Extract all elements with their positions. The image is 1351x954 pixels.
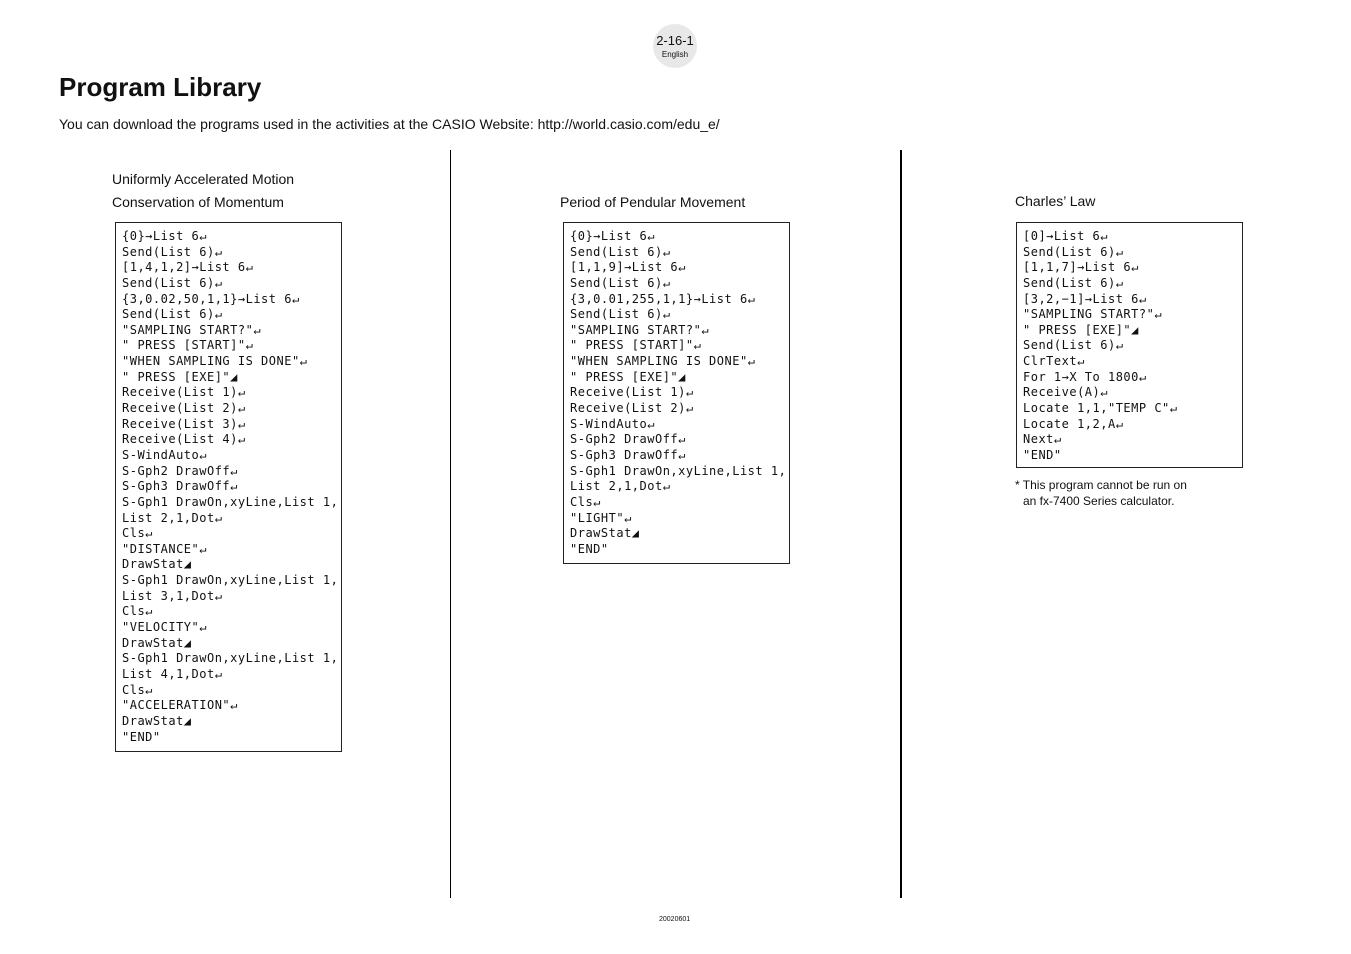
code-line: "ACCELERATION"↵	[122, 698, 238, 713]
page-number: 2-16-1	[656, 33, 694, 48]
code-line: Receive(List 2)↵	[122, 401, 246, 416]
code-line: {0}→List 6↵	[122, 229, 207, 243]
intro-text: You can download the programs used in the activities at the CASIO Website: http://world.casio.com/edu_e/	[59, 116, 720, 132]
language-label: English	[661, 50, 689, 59]
code-line: " PRESS [EXE]"◢	[122, 369, 238, 384]
program-code-box-1	[115, 222, 342, 752]
code-line: " PRESS [EXE]"◢	[570, 369, 686, 384]
code-line: Send(List 6)↵	[122, 244, 223, 259]
code-line: Send(List 6)↵	[570, 244, 671, 259]
code-line: Next↵	[1023, 432, 1062, 447]
code-line: "WHEN SAMPLING IS DONE"↵	[122, 354, 308, 369]
code-line: [1,4,1,2]→List 6↵	[122, 260, 254, 275]
code-line: Receive(A)↵	[1023, 385, 1108, 400]
code-line: DrawStat◢	[570, 526, 640, 541]
code-line: Send(List 6)↵	[570, 275, 671, 290]
code-line: Send(List 6)↵	[122, 275, 223, 290]
code-line: Cls↵	[570, 494, 601, 509]
code-line: " PRESS [EXE]"◢	[1023, 322, 1139, 337]
column-divider-1	[450, 150, 451, 898]
code-line: [0]→List 6↵	[1023, 229, 1108, 243]
code-line: S-Gph2 DrawOff↵	[122, 463, 238, 478]
page-title: Program Library	[59, 72, 262, 102]
code-line: Receive(List 2)↵	[570, 401, 694, 416]
code-line: "END"	[122, 729, 161, 744]
code-line: "SAMPLING START?"↵	[570, 322, 710, 337]
code-line: Receive(List 1)↵	[570, 385, 694, 400]
heading-uniformly-accelerated-motion: Uniformly Accelerated Motion	[112, 171, 295, 187]
code-line: Receive(List 3)↵	[122, 416, 246, 431]
footer-code: 20020601	[659, 916, 691, 923]
code-line: Send(List 6)↵	[570, 307, 671, 322]
code-line: DrawStat◢	[122, 557, 192, 572]
code-line: "SAMPLING START?"↵	[122, 322, 262, 337]
note-line-1: * This program cannot be run on	[1015, 478, 1187, 492]
code-line: List 3,1,Dot↵	[122, 588, 223, 603]
code-line: Cls↵	[122, 604, 153, 619]
column-1-headings	[112, 168, 294, 214]
code-line: {0}→List 6↵	[570, 229, 655, 243]
program-code-box-2	[563, 222, 790, 564]
page-number-badge	[653, 24, 697, 68]
column-divider-2	[900, 150, 902, 898]
code-line: DrawStat◢	[122, 635, 192, 650]
code-line: Receive(List 1)↵	[122, 385, 246, 400]
code-line: Cls↵	[122, 682, 153, 697]
program-code-box-3	[1016, 222, 1243, 468]
code-line: S-WindAuto↵	[570, 416, 655, 431]
code-line: "VELOCITY"↵	[122, 620, 207, 635]
code-line: Locate 1,1,"TEMP C"↵	[1023, 401, 1178, 416]
code-line: Send(List 6)↵	[1023, 275, 1124, 290]
code-line: {3,0.01,255,1,1}→List 6↵	[570, 291, 756, 306]
code-line: List 4,1,Dot↵	[122, 666, 223, 681]
compatibility-note	[1015, 477, 1215, 509]
code-line: Cls↵	[122, 526, 153, 541]
code-line: {3,0.02,50,1,1}→List 6↵	[122, 291, 300, 306]
code-line: " PRESS [START]"↵	[122, 338, 254, 353]
code-line: "DISTANCE"↵	[122, 541, 207, 556]
code-line: S-Gph1 DrawOn,xyLine,List 1,	[570, 463, 787, 478]
code-line: S-Gph1 DrawOn,xyLine,List 1,	[122, 494, 339, 509]
code-line: S-Gph1 DrawOn,xyLine,List 1,	[122, 573, 339, 588]
code-line: Receive(List 4)↵	[122, 432, 246, 447]
code-line: [1,1,7]→List 6↵	[1023, 260, 1139, 275]
code-line: S-Gph2 DrawOff↵	[570, 432, 686, 447]
code-line: "WHEN SAMPLING IS DONE"↵	[570, 354, 756, 369]
heading-conservation-of-momentum: Conservation of Momentum	[112, 194, 284, 210]
code-line: S-Gph3 DrawOff↵	[570, 447, 686, 462]
code-line: [1,1,9]→List 6↵	[570, 260, 686, 275]
code-line: "LIGHT"↵	[570, 510, 632, 525]
heading-period-of-pendular-movement: Period of Pendular Movement	[560, 194, 746, 210]
code-line: "END"	[570, 541, 609, 556]
code-line: DrawStat◢	[122, 713, 192, 728]
code-line: Send(List 6)↵	[1023, 244, 1124, 259]
code-line: List 2,1,Dot↵	[570, 479, 671, 494]
code-line: [3,2,−1]→List 6↵	[1023, 291, 1147, 306]
code-line: List 2,1,Dot↵	[122, 510, 223, 525]
code-line: Send(List 6)↵	[1023, 338, 1124, 353]
code-line: "SAMPLING START?"↵	[1023, 307, 1163, 322]
code-line: Locate 1,2,A↵	[1023, 416, 1124, 431]
code-line: "END"	[1023, 447, 1062, 462]
code-line: ClrText↵	[1023, 354, 1085, 369]
heading-charles-law: Charles’ Law	[1015, 193, 1096, 209]
code-line: S-WindAuto↵	[122, 447, 207, 462]
code-line: For 1→X To 1800↵	[1023, 369, 1147, 384]
code-line: S-Gph3 DrawOff↵	[122, 479, 238, 494]
note-line-2: an fx-7400 Series calculator.	[1023, 494, 1175, 508]
code-line: Send(List 6)↵	[122, 307, 223, 322]
code-line: S-Gph1 DrawOn,xyLine,List 1,	[122, 651, 339, 666]
code-line: " PRESS [START]"↵	[570, 338, 702, 353]
